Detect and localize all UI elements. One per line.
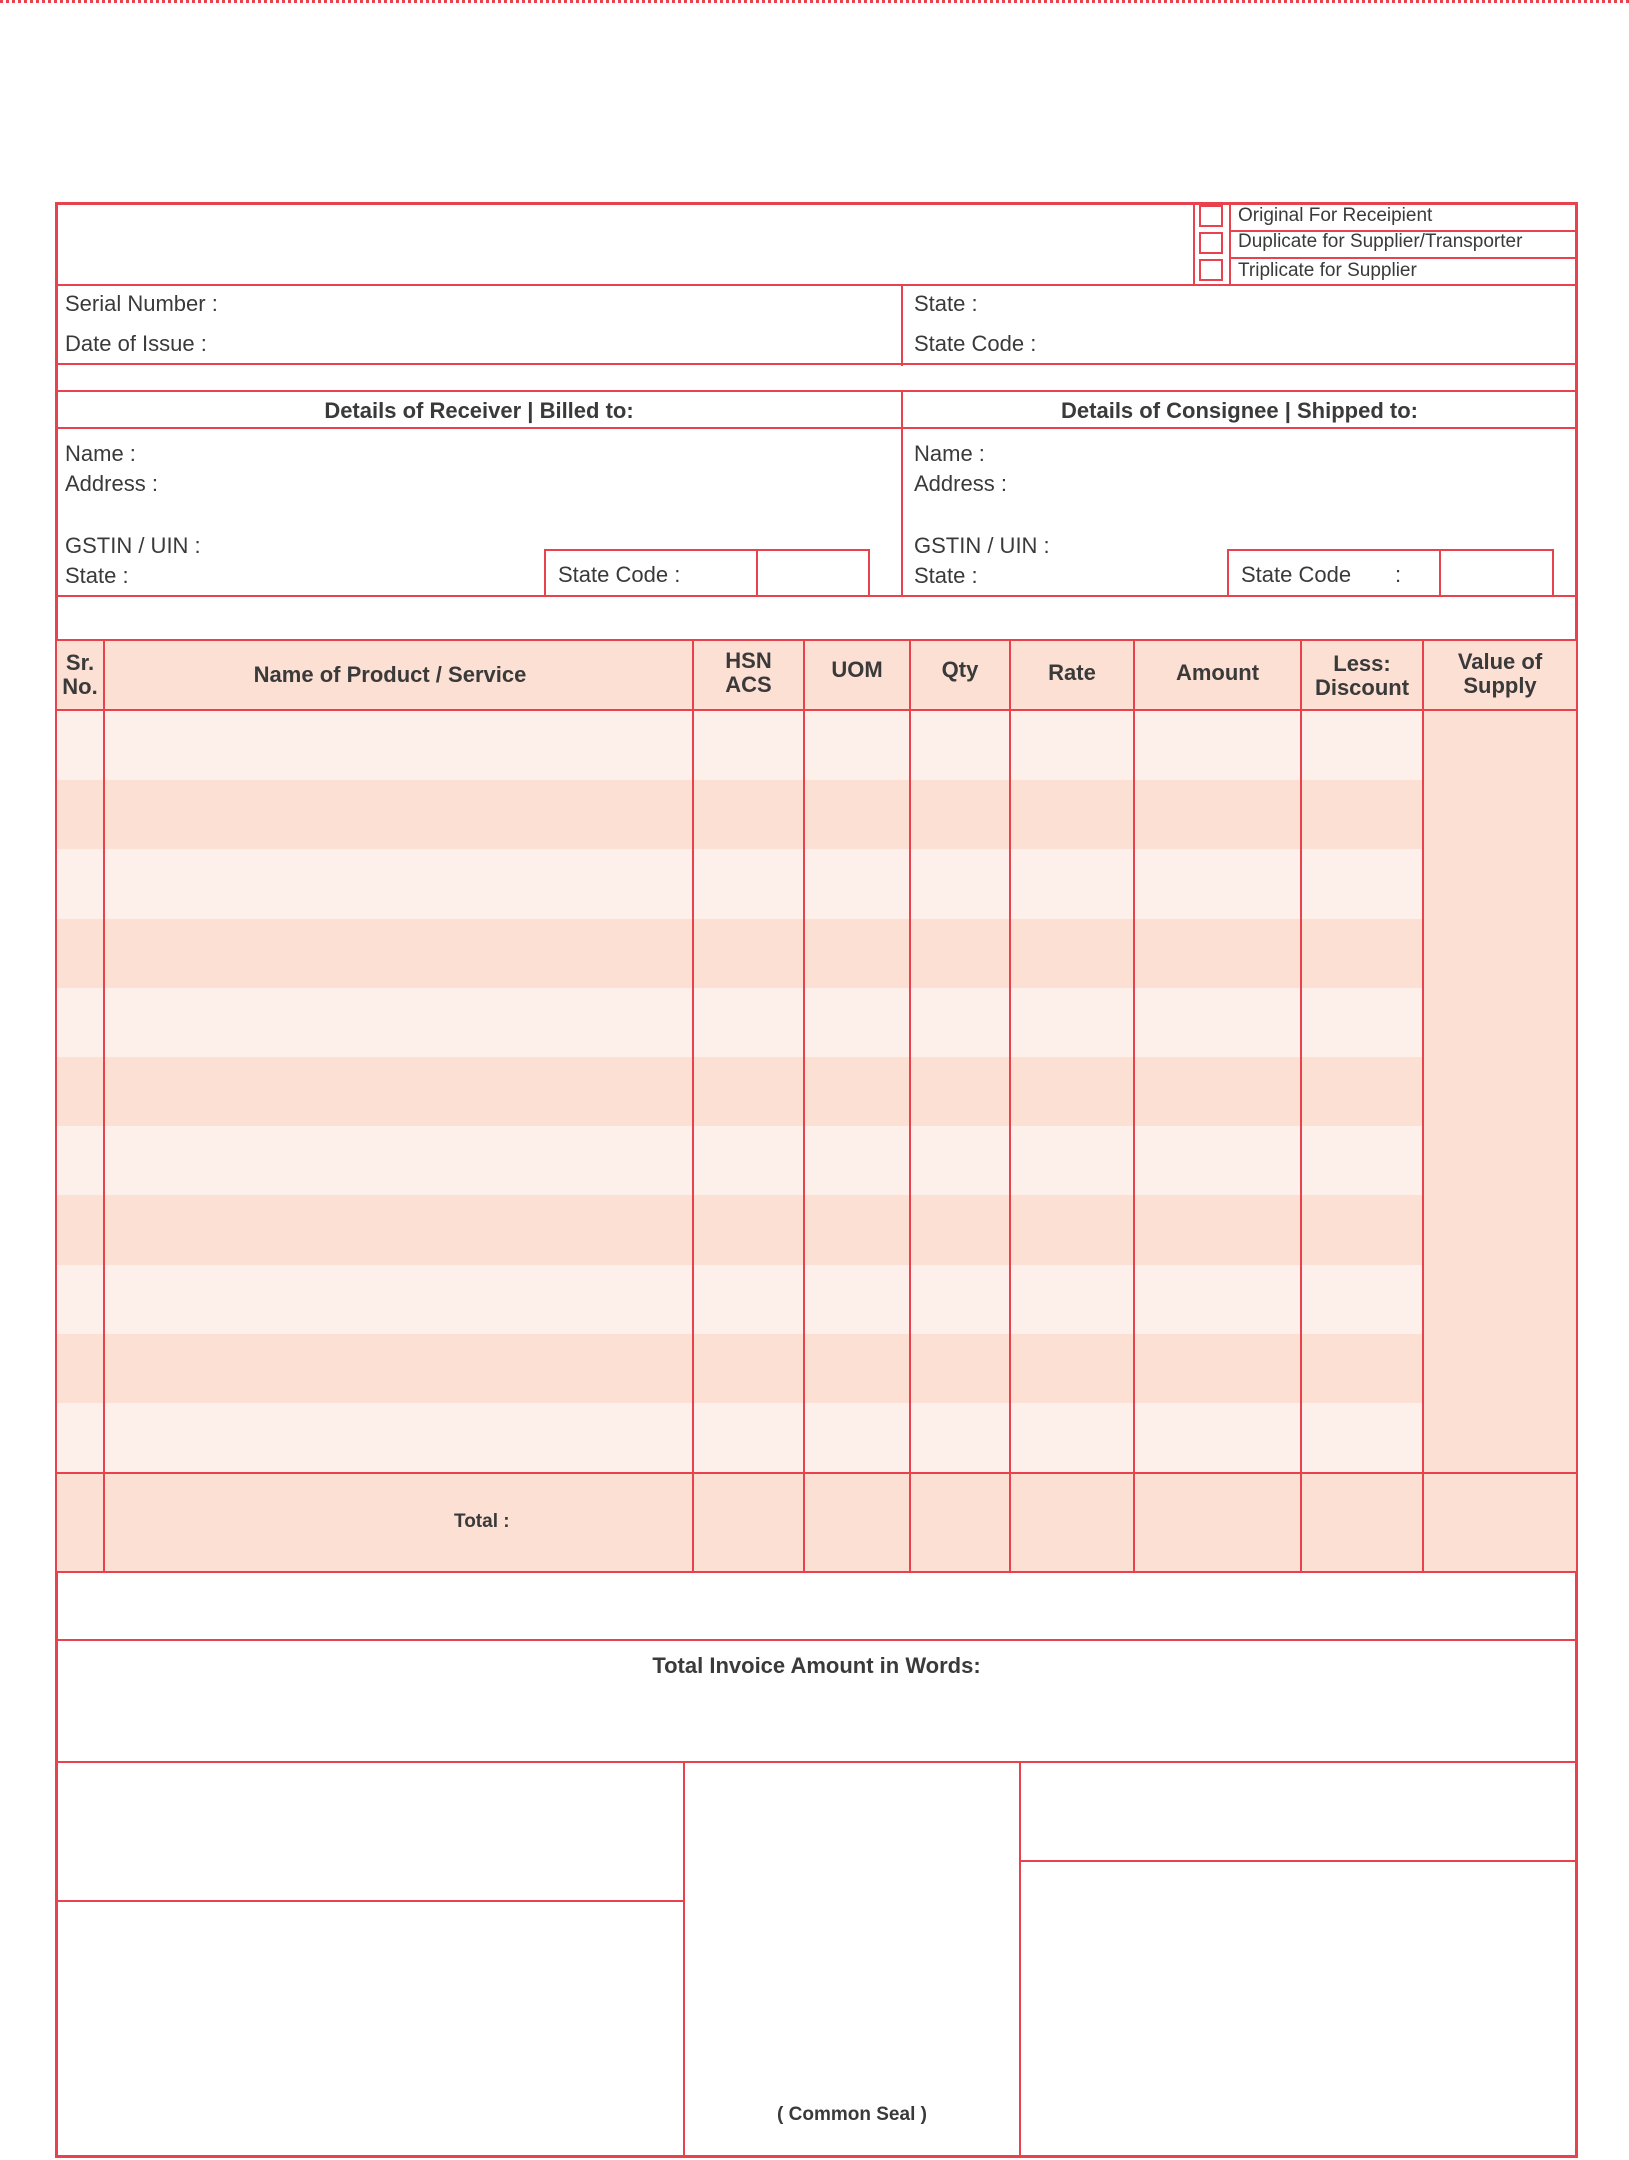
col-header-sr-no: [57, 641, 103, 709]
table-row[interactable]: [57, 988, 1424, 1058]
col-line-3: [803, 639, 805, 1573]
table-bottom-line: [55, 1571, 1578, 1573]
col-line-2: [692, 639, 694, 1573]
col-header-discount-line2: Discount: [1314, 675, 1410, 700]
consignee-state-code-colon: :: [1395, 562, 1402, 587]
col-line-4: [909, 639, 911, 1573]
meta-top-line: [55, 284, 1578, 286]
table-row[interactable]: [57, 780, 1424, 850]
table-row[interactable]: [57, 1057, 1424, 1127]
col-header-value-of-supply-line2: Supply: [1463, 673, 1537, 698]
receiver-state-label: State :: [65, 563, 129, 588]
receiver-name-label: Name :: [65, 441, 136, 466]
top-perforation: [0, 0, 1629, 3]
consignee-name-label: Name :: [914, 441, 985, 466]
col-header-hsn: [694, 641, 803, 705]
col-header-product: Name of Product / Service: [253, 662, 527, 687]
table-row[interactable]: [57, 1265, 1424, 1335]
col-header-sr-no-line1: Sr.: [65, 650, 95, 675]
copy-original-checkbox[interactable]: [1199, 205, 1223, 227]
consignee-gstin-label: GSTIN / UIN :: [914, 533, 1050, 558]
footer-divider-left: [683, 1761, 685, 2158]
receiver-gstin-label: GSTIN / UIN :: [65, 533, 201, 558]
col-header-amount: Amount: [1175, 660, 1260, 685]
col-line-7: [1300, 639, 1302, 1573]
party-heading-line: [55, 427, 1578, 429]
col-line-1: [103, 639, 105, 1573]
table-row[interactable]: [57, 711, 1424, 781]
footer-right-split: [1019, 1860, 1578, 1862]
table-row[interactable]: [57, 1195, 1424, 1265]
col-header-uom: UOM: [831, 657, 883, 682]
col-header-rate: Rate: [1048, 660, 1096, 685]
common-seal-label: ( Common Seal ): [777, 2104, 927, 2125]
receiver-state-code-field[interactable]: [758, 551, 868, 595]
meta-bottom-line: [55, 363, 1578, 365]
col-line-6: [1133, 639, 1135, 1573]
copy-divider-right: [1229, 202, 1231, 286]
col-line-5: [1009, 639, 1011, 1573]
col-header-hsn-line1: HSN: [725, 648, 772, 673]
col-header-qty: Qty: [941, 657, 979, 682]
consignee-state-code-field[interactable]: [1441, 551, 1552, 595]
total-label: Total :: [454, 1511, 510, 1532]
table-row[interactable]: [57, 1403, 1424, 1473]
copy-row-line-2: [1229, 257, 1578, 259]
date-of-issue-label: Date of Issue :: [65, 331, 207, 356]
receiver-state-code-label: State Code :: [558, 562, 681, 587]
consignee-state-label: State :: [914, 563, 978, 588]
copy-original-label: Original For Receipient: [1238, 205, 1433, 226]
copy-duplicate-checkbox[interactable]: [1199, 232, 1223, 254]
value-of-supply-column: [1424, 711, 1576, 1472]
consignee-state-code-label: State Code: [1241, 562, 1352, 587]
meta-divider: [901, 284, 903, 366]
supplier-state-code-label: State Code :: [914, 331, 1037, 356]
col-header-hsn-line2: ACS: [725, 672, 772, 697]
table-row[interactable]: [57, 1334, 1424, 1404]
table-header-line: [55, 709, 1578, 711]
table-total-top-line: [55, 1472, 1578, 1474]
col-header-sr-no-line2: No.: [62, 674, 98, 699]
receiver-address-label: Address :: [65, 471, 158, 496]
col-header-discount-line1: Less:: [1333, 651, 1391, 676]
col-header-value-of-supply: [1424, 641, 1576, 707]
receiver-heading: Details of Receiver | Billed to:: [324, 398, 634, 423]
footer-left-split: [55, 1900, 685, 1902]
consignee-heading: Details of Consignee | Shipped to:: [1061, 398, 1418, 423]
words-bottom-line: [55, 1761, 1578, 1763]
copy-divider-left: [1193, 202, 1195, 286]
footer-divider-right: [1019, 1761, 1021, 2158]
copy-triplicate-checkbox[interactable]: [1199, 259, 1223, 281]
total-row: [57, 1474, 1576, 1571]
total-in-words-heading: Total Invoice Amount in Words:: [652, 1653, 981, 1678]
copy-triplicate-label: Triplicate for Supplier: [1238, 260, 1417, 281]
supplier-state-label: State :: [914, 291, 978, 316]
party-top-line: [55, 390, 1578, 392]
col-header-discount: [1302, 643, 1422, 709]
words-top-line: [55, 1639, 1578, 1641]
table-row[interactable]: [57, 1126, 1424, 1196]
table-row[interactable]: [57, 919, 1424, 989]
col-header-value-of-supply-line1: Value of: [1457, 649, 1543, 674]
serial-number-label: Serial Number :: [65, 291, 218, 316]
copy-duplicate-label: Duplicate for Supplier/Transporter: [1238, 231, 1523, 252]
col-line-8: [1422, 639, 1424, 1573]
table-row[interactable]: [57, 849, 1424, 919]
consignee-address-label: Address :: [914, 471, 1007, 496]
